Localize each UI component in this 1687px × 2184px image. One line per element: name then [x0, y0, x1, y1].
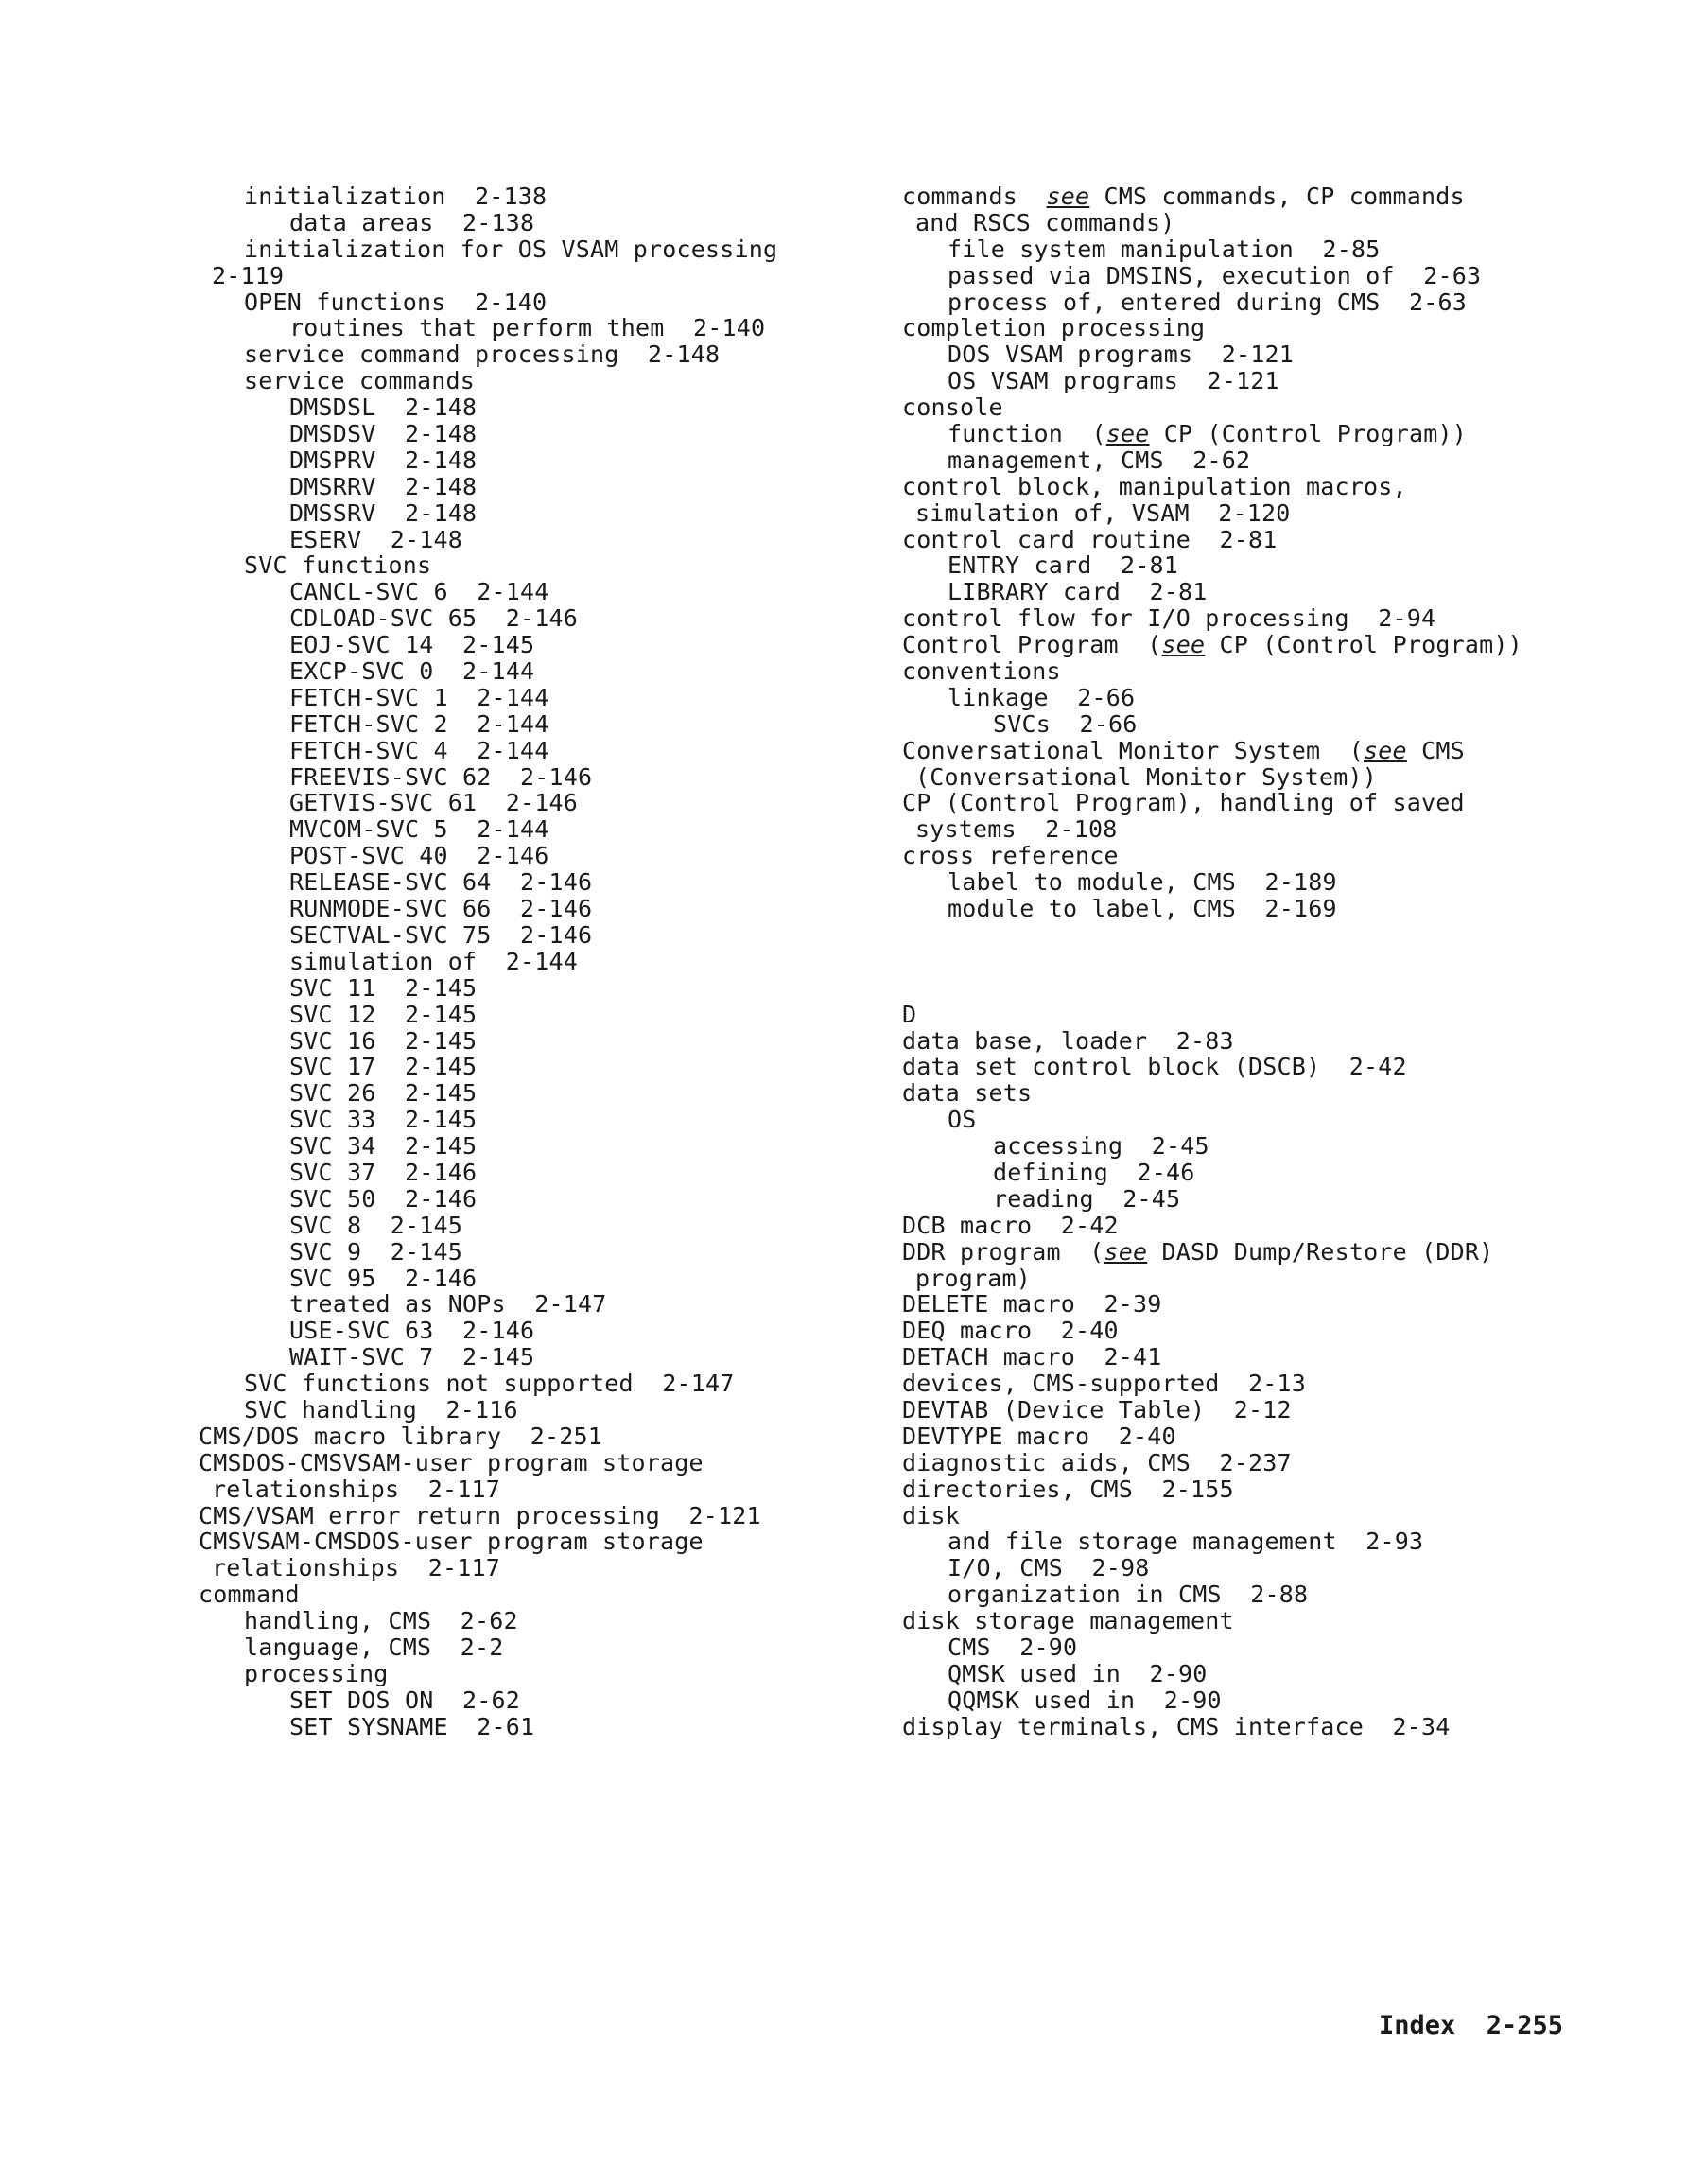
index-entry	[902, 1503, 1621, 1529]
index-entry	[902, 1002, 1621, 1028]
entry-text: Conversational Monitor System (	[902, 736, 1365, 764]
entry-text: DELETE macro 2-39	[902, 1290, 1162, 1319]
entry-text: SVC 8 2-145	[289, 1211, 463, 1239]
entry-text: SVCs 2-66	[993, 709, 1138, 738]
index-entry	[902, 1291, 1621, 1318]
index-entry	[199, 1160, 823, 1186]
entry-text: SVC 95 2-146	[289, 1264, 478, 1292]
index-entry	[199, 790, 823, 816]
index-entry	[902, 605, 1621, 632]
entry-text: FETCH-SVC 1 2-144	[289, 683, 549, 711]
entry-text: QMSK used in 2-90	[948, 1659, 1208, 1687]
entry-text: control card routine 2-81	[902, 525, 1278, 553]
entry-text: DETACH macro 2-41	[902, 1343, 1162, 1372]
index-entry	[902, 527, 1621, 553]
entry-text: SVC 34 2-145	[289, 1132, 478, 1161]
entry-text: SVC 17 2-145	[289, 1053, 478, 1081]
entry-text: module to label, CMS 2-169	[948, 895, 1337, 923]
index-entry	[199, 685, 823, 711]
entry-text: SET DOS ON 2-62	[289, 1686, 521, 1714]
index-entry	[902, 1080, 1621, 1107]
index-entry	[199, 500, 823, 527]
entry-text: (Conversational Monitor System))	[915, 762, 1378, 791]
entry-text: SVC 12 2-145	[289, 1000, 478, 1028]
index-entry	[199, 1634, 823, 1661]
entry-text: DOS VSAM programs 2-121	[948, 341, 1295, 369]
index-entry	[902, 1266, 1621, 1292]
entry-text: RUNMODE-SVC 66 2-146	[289, 895, 593, 923]
entry-text: WAIT-SVC 7 2-145	[289, 1343, 535, 1372]
index-entry	[902, 1555, 1621, 1581]
entry-text: MVCOM-SVC 5 2-144	[289, 815, 549, 844]
entry-text: service commands	[244, 367, 476, 395]
index-entry	[199, 1608, 823, 1634]
entry-text: display terminals, CMS interface 2-34	[902, 1712, 1451, 1740]
entry-text: data base, loader 2-83	[902, 1026, 1234, 1055]
entry-text: I/O, CMS 2-98	[948, 1554, 1150, 1582]
index-entry	[902, 421, 1621, 447]
index-entry	[199, 394, 823, 421]
index-entry	[902, 474, 1621, 500]
entry-text: relationships 2-117	[212, 1554, 501, 1582]
entry-text: DMSSRV 2-148	[289, 498, 478, 527]
index-entry	[199, 605, 823, 632]
index-entry	[902, 711, 1621, 738]
entry-text: DEQ macro 2-40	[902, 1317, 1119, 1345]
blank-line	[902, 922, 1621, 949]
index-entry	[902, 236, 1621, 263]
entry-text: label to module, CMS 2-189	[948, 868, 1337, 897]
index-entry	[902, 1239, 1621, 1266]
entry-text: SVC 33 2-145	[289, 1106, 478, 1134]
entry-text: commands	[902, 183, 1047, 210]
entry-text: SET SYSNAME 2-61	[289, 1712, 535, 1740]
entry-text: initialization for OS VSAM processing	[244, 235, 778, 263]
index-entry	[902, 658, 1621, 685]
entry-text: processing	[244, 1659, 389, 1687]
entry-text: simulation of 2-144	[289, 947, 579, 975]
index-entry	[199, 1503, 823, 1529]
index-left-column	[199, 183, 823, 1740]
index-entry	[902, 1714, 1621, 1740]
index-entry	[199, 658, 823, 685]
index-entry	[902, 1476, 1621, 1503]
entry-text: DCB macro 2-42	[902, 1211, 1119, 1239]
entry-text: console	[902, 393, 1003, 422]
see-reference: see	[1046, 183, 1090, 210]
entry-text: DMSRRV 2-148	[289, 472, 478, 500]
entry-text: DMSDSV 2-148	[289, 420, 478, 448]
index-entry	[199, 949, 823, 975]
index-entry	[199, 1318, 823, 1344]
index-entry	[902, 1107, 1621, 1133]
index-entry	[902, 738, 1621, 764]
entry-text: SVC handling 2-116	[244, 1395, 518, 1424]
index-entry	[199, 843, 823, 869]
index-entry	[199, 579, 823, 605]
entry-text: QQMSK used in 2-90	[948, 1686, 1222, 1714]
index-entry	[902, 1371, 1621, 1397]
entry-text: accessing 2-45	[993, 1132, 1209, 1161]
index-entry	[902, 1028, 1621, 1055]
entry-text: conventions	[902, 657, 1061, 686]
index-entry	[902, 1687, 1621, 1714]
index-entry	[199, 975, 823, 1002]
see-target: DASD Dump/Restore (DDR)	[1147, 1237, 1494, 1266]
entry-text: handling, CMS 2-62	[244, 1607, 518, 1635]
entry-text: LIBRARY card 2-81	[948, 578, 1208, 606]
entry-text: CMSDOS-CMSVSAM-user program storage	[199, 1448, 704, 1476]
entry-text: control block, manipulation macros,	[902, 472, 1407, 500]
index-entry	[902, 764, 1621, 791]
index-entry	[199, 1371, 823, 1397]
index-entry	[902, 1450, 1621, 1476]
index-entry	[199, 1687, 823, 1714]
entry-text: SVC 37 2-146	[289, 1158, 478, 1186]
entry-text: DEVTAB (Device Table) 2-12	[902, 1395, 1292, 1424]
index-entry	[199, 738, 823, 764]
entry-text: OPEN functions 2-140	[244, 288, 548, 316]
entry-text: SVC 16 2-145	[289, 1026, 478, 1055]
index-entry	[902, 289, 1621, 316]
index-entry	[199, 1581, 823, 1608]
index-entry	[902, 790, 1621, 816]
index-entry	[199, 210, 823, 236]
index-entry	[199, 1186, 823, 1213]
entry-text: CANCL-SVC 6 2-144	[289, 578, 549, 606]
index-entry	[902, 1213, 1621, 1239]
index-entry	[902, 1054, 1621, 1080]
index-entry	[199, 527, 823, 553]
entry-text: simulation of, VSAM 2-120	[915, 498, 1291, 527]
entry-text: systems 2-108	[915, 815, 1118, 844]
index-entry	[199, 1424, 823, 1450]
index-entry	[902, 1397, 1621, 1424]
entry-text: organization in CMS 2-88	[948, 1581, 1309, 1609]
index-entry	[902, 1661, 1621, 1687]
index-entry	[902, 1318, 1621, 1344]
entry-text: service command processing 2-148	[244, 341, 721, 369]
entry-text: control flow for I/O processing 2-94	[902, 604, 1436, 633]
index-entry	[902, 368, 1621, 394]
index-entry	[199, 341, 823, 368]
index-entry	[199, 1028, 823, 1055]
entry-text: relationships 2-117	[212, 1475, 501, 1503]
entry-text: USE-SVC 63 2-146	[289, 1317, 535, 1345]
index-entry	[199, 368, 823, 394]
index-entry	[199, 263, 823, 289]
entry-text: CP (Control Program), handling of saved	[902, 789, 1465, 817]
entry-text: ENTRY card 2-81	[948, 551, 1179, 580]
entry-text: disk storage management	[902, 1607, 1234, 1635]
entry-text: program)	[915, 1264, 1032, 1292]
index-entry	[199, 1450, 823, 1476]
entry-text: OS	[948, 1106, 977, 1134]
index-entry	[199, 1555, 823, 1581]
entry-text: CMSVSAM-CMSDOS-user program storage	[199, 1528, 704, 1556]
index-entry	[199, 236, 823, 263]
entry-text: OS VSAM programs 2-121	[948, 367, 1279, 395]
see-target: CP (Control Program))	[1205, 631, 1522, 659]
index-entry	[902, 263, 1621, 289]
entry-text: management, CMS 2-62	[948, 446, 1251, 474]
entry-text: CMS/DOS macro library 2-251	[199, 1422, 603, 1450]
index-entry	[199, 869, 823, 896]
entry-text: treated as NOPs 2-147	[289, 1290, 607, 1319]
entry-text: GETVIS-SVC 61 2-146	[289, 789, 579, 817]
index-entry	[199, 1344, 823, 1371]
index-entry	[902, 1529, 1621, 1555]
entry-text: directories, CMS 2-155	[902, 1475, 1234, 1503]
entry-text: data areas 2-138	[289, 208, 535, 236]
entry-text: FREEVIS-SVC 62 2-146	[289, 762, 593, 791]
entry-text: process of, entered during CMS 2-63	[948, 288, 1468, 316]
entry-text: data set control block (DSCB) 2-42	[902, 1053, 1407, 1081]
index-entry	[199, 632, 823, 658]
index-entry	[902, 1133, 1621, 1160]
index-right-column	[902, 183, 1621, 1740]
entry-text: defining 2-46	[993, 1158, 1195, 1186]
index-entry	[199, 1714, 823, 1740]
entry-text: cross reference	[902, 842, 1119, 870]
blank-line	[902, 975, 1621, 1002]
see-reference: see	[1104, 1237, 1148, 1266]
index-entry	[199, 1002, 823, 1028]
index-entry	[199, 1054, 823, 1080]
index-entry	[199, 1476, 823, 1503]
index-entry	[199, 1107, 823, 1133]
entry-text: EXCP-SVC 0 2-144	[289, 657, 535, 686]
entry-text: passed via DMSINS, execution of 2-63	[948, 261, 1482, 289]
entry-text: DMSPRV 2-148	[289, 446, 478, 474]
entry-text: function (	[948, 420, 1106, 448]
entry-text: SVC 9 2-145	[289, 1237, 463, 1266]
index-entry	[199, 922, 823, 949]
index-entry	[199, 896, 823, 922]
index-entry	[199, 711, 823, 738]
index-entry	[902, 896, 1621, 922]
index-entry	[902, 816, 1621, 843]
index-entry	[902, 1344, 1621, 1371]
index-entry	[902, 1581, 1621, 1608]
index-entry	[199, 183, 823, 210]
entry-text: CMS 2-90	[948, 1633, 1078, 1661]
see-reference: see	[1161, 631, 1206, 659]
entry-text: D	[902, 1000, 917, 1028]
index-entry	[199, 315, 823, 341]
index-entry	[902, 552, 1621, 579]
index-entry	[902, 1186, 1621, 1213]
index-entry	[199, 1529, 823, 1555]
index-entry	[199, 421, 823, 447]
entry-text: DDR program (	[902, 1237, 1104, 1266]
entry-text: RELEASE-SVC 64 2-146	[289, 868, 593, 897]
entry-text: ESERV 2-148	[289, 525, 463, 553]
entry-text: linkage 2-66	[948, 683, 1136, 711]
index-entry	[199, 816, 823, 843]
index-entry	[199, 1266, 823, 1292]
index-entry	[902, 183, 1621, 210]
see-target: CMS	[1406, 736, 1465, 764]
entry-text: SVC functions not supported 2-147	[244, 1370, 735, 1398]
index-entry	[902, 843, 1621, 869]
index-entry	[902, 394, 1621, 421]
entry-text: and RSCS commands)	[915, 208, 1175, 236]
index-entry	[199, 474, 823, 500]
entry-text: data sets	[902, 1079, 1033, 1108]
see-target: CMS commands, CP commands	[1089, 183, 1465, 210]
see-target: CP (Control Program))	[1149, 420, 1468, 448]
index-entry	[199, 1661, 823, 1687]
entry-text: devices, CMS-supported 2-13	[902, 1370, 1307, 1398]
entry-text: reading 2-45	[993, 1184, 1181, 1213]
entry-text: routines that perform them 2-140	[289, 314, 766, 342]
index-entry	[902, 315, 1621, 341]
index-entry	[199, 1239, 823, 1266]
entry-text: language, CMS 2-2	[244, 1633, 504, 1661]
index-entry	[902, 1634, 1621, 1661]
index-entry	[199, 1213, 823, 1239]
index-entry	[199, 552, 823, 579]
entry-text: CMS/VSAM error return processing 2-121	[199, 1501, 761, 1529]
index-entry	[199, 1133, 823, 1160]
index-entry	[902, 447, 1621, 474]
page-footer: Index 2-255	[1379, 2011, 1564, 2040]
entry-text: diagnostic aids, CMS 2-237	[902, 1448, 1292, 1476]
entry-text: POST-SVC 40 2-146	[289, 842, 549, 870]
entry-text: EOJ-SVC 14 2-145	[289, 631, 535, 659]
index-entry	[199, 447, 823, 474]
index-entry	[902, 1160, 1621, 1186]
see-reference: see	[1364, 736, 1407, 764]
entry-text: initialization 2-138	[244, 183, 548, 210]
index-entry	[902, 500, 1621, 527]
entry-text: and file storage management 2-93	[948, 1528, 1424, 1556]
index-entry	[902, 341, 1621, 368]
index-entry	[199, 764, 823, 791]
entry-text: CDLOAD-SVC 65 2-146	[289, 604, 579, 633]
blank-line	[902, 949, 1621, 975]
entry-text: command	[199, 1581, 300, 1609]
entry-text: file system manipulation 2-85	[948, 235, 1381, 263]
entry-text: SVC 11 2-145	[289, 973, 478, 1002]
entry-text: FETCH-SVC 2 2-144	[289, 709, 549, 738]
entry-text: SVC 50 2-146	[289, 1184, 478, 1213]
index-entry	[199, 289, 823, 316]
index-entry	[199, 1397, 823, 1424]
index-entry	[199, 1080, 823, 1107]
index-entry	[902, 1608, 1621, 1634]
entry-text: DEVTYPE macro 2-40	[902, 1422, 1176, 1450]
index-entry	[902, 1424, 1621, 1450]
entry-text: FETCH-SVC 4 2-144	[289, 736, 549, 764]
entry-text: DMSDSL 2-148	[289, 393, 478, 422]
entry-text: SVC functions	[244, 551, 432, 580]
index-entry	[199, 1291, 823, 1318]
index-entry	[902, 579, 1621, 605]
entry-text: completion processing	[902, 314, 1206, 342]
index-entry	[902, 210, 1621, 236]
see-reference: see	[1105, 420, 1150, 448]
entry-text: Control Program (	[902, 631, 1162, 659]
index-entry	[902, 869, 1621, 896]
entry-text: disk	[902, 1501, 961, 1529]
index-entry	[902, 685, 1621, 711]
entry-text: SECTVAL-SVC 75 2-146	[289, 920, 593, 949]
entry-text: 2-119	[212, 261, 285, 289]
entry-text: SVC 26 2-145	[289, 1079, 478, 1108]
index-entry	[902, 632, 1621, 658]
